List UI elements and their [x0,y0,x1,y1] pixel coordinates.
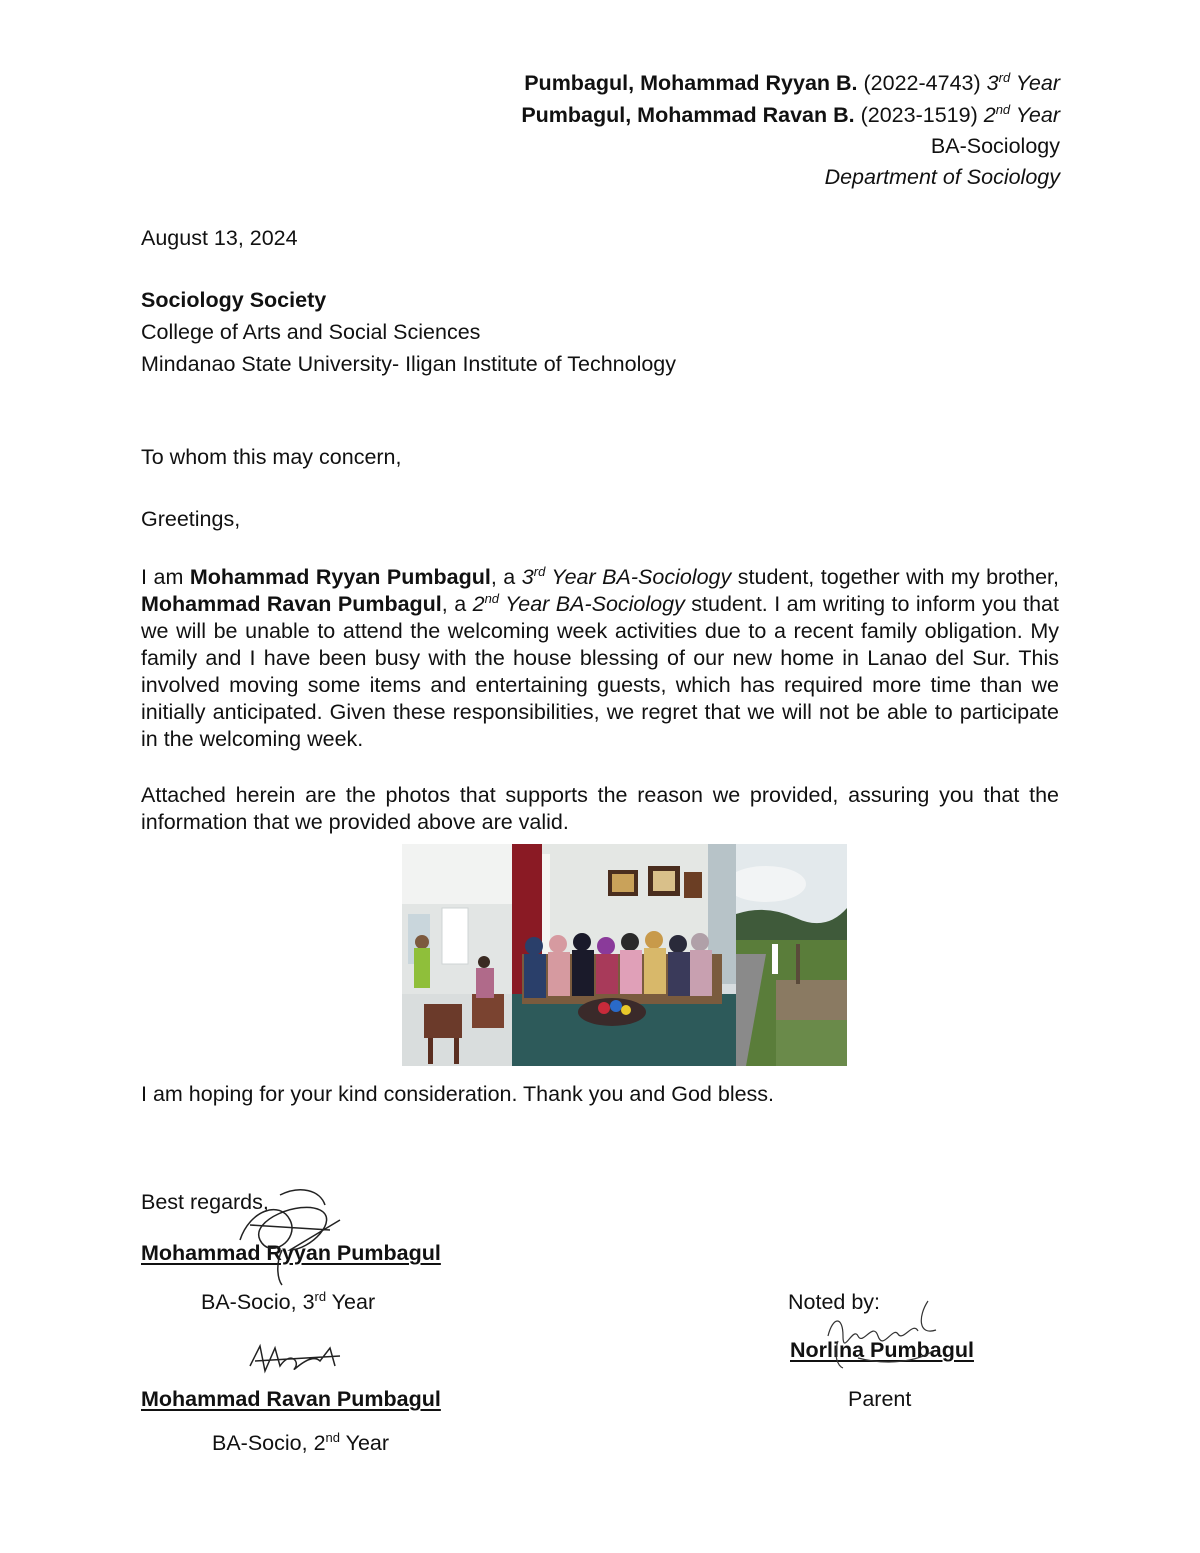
p1-name-1: Mohammad Ryyan Pumbagul [189,565,491,589]
photo-family-gathering-image [512,844,736,1066]
p1-d: , a [441,592,473,616]
p1-year-2-rest: Year BA-Sociology [499,592,685,616]
noted-role: Parent [848,1387,912,1411]
photo-house-exterior-image [736,844,847,1066]
recipient-org-text: Sociology Society [141,288,327,312]
signatory-2-role-b: Year [340,1431,390,1455]
signature-2 [245,1336,345,1386]
signatory-2-name-text: Mohammad Ravan Pumbagul [141,1387,441,1411]
student-2-year: 2 [983,103,996,127]
signatory-1-role [201,1289,375,1316]
student-1-id: (2022-4743) [863,71,981,95]
photo-house-interior-image [402,844,512,1066]
p1-name-2: Mohammad Ravan Pumbagul [141,592,442,616]
p1-c: student, together with my brother, [731,565,1060,589]
student-line-1 [524,70,1060,97]
letter-date: August 13, 2024 [141,226,298,250]
p1-b: , a [490,565,522,589]
signatory-1-role-a: BA-Socio, 3 [201,1290,315,1314]
photo-house-interior [402,844,512,1066]
signatory-1-role-b: Year [326,1290,376,1314]
student-2-year-word: Year [1015,103,1060,127]
p1-year-1-rest: Year BA-Sociology [545,565,732,589]
noted-name-text: Norlina Pumbagul [790,1338,974,1362]
p1-year-1-sup: rd [533,563,546,579]
body-paragraph-2: Attached herein are the photos that supports the reason we provided, assuring you that the information that we provided above are valid. [141,783,1059,834]
student-1-year: 3 [986,71,999,95]
student-1-name: Pumbagul, Mohammad Ryyan B. [524,71,858,95]
signatory-2-role-sup: nd [325,1429,340,1445]
student-1-year-word: Year [1015,71,1060,95]
recipient-college: College of Arts and Social Sciences [141,320,481,344]
student-1-year-sup: rd [998,69,1011,85]
noted-label: Noted by: [788,1290,881,1314]
signatory-1-name-text: Mohammad Ryyan Pumbagul [141,1241,441,1265]
signatory-1-role-sup: rd [314,1288,327,1304]
closing-line: I am hoping for your kind consideration. Thank you and God bless. [141,1082,775,1106]
signatory-2-role [212,1430,389,1457]
photo-family-gathering [512,844,736,1066]
student-line-2 [521,102,1060,129]
student-2-year-sup: nd [995,101,1011,117]
signoff: Best regards, [141,1190,269,1214]
salutation: To whom this may concern, [141,445,402,469]
p1-e: student. I am writing to inform you that we will be unable to attend the welcoming week activities due to a recent family obligation. My family and I have been busy with the house blessing of our new home in Lanao del Sur. This involved moving some items and entertaining guests, which has required more time than we initially anticipated. Given these responsibilities, we regret that we will not be able to participate in the welcoming week. [141,592,1059,751]
signatory-2-role-a: BA-Socio, 2 [212,1431,326,1455]
department-text: Department of Sociology [824,165,1060,189]
p1-a: I am [141,565,190,589]
signatory-2-name [141,1386,441,1413]
noted-name [790,1337,974,1364]
photo-house-exterior [736,844,847,1066]
p1-year-2-sup: nd [484,590,500,606]
greeting: Greetings, [141,507,241,531]
p1-year-2-num: 2 [472,592,485,616]
student-2-name: Pumbagul, Mohammad Ravan B. [521,103,855,127]
p1-year-1-num: 3 [521,565,534,589]
recipient-org [141,287,326,314]
recipient-university: Mindanao State University- Iligan Institute of Technology [141,352,677,376]
signatory-1-name [141,1240,441,1267]
body-paragraph-1 [141,564,1059,753]
student-2-id: (2023-1519) [860,103,978,127]
program: BA-Sociology [930,134,1060,158]
department [825,164,1060,191]
